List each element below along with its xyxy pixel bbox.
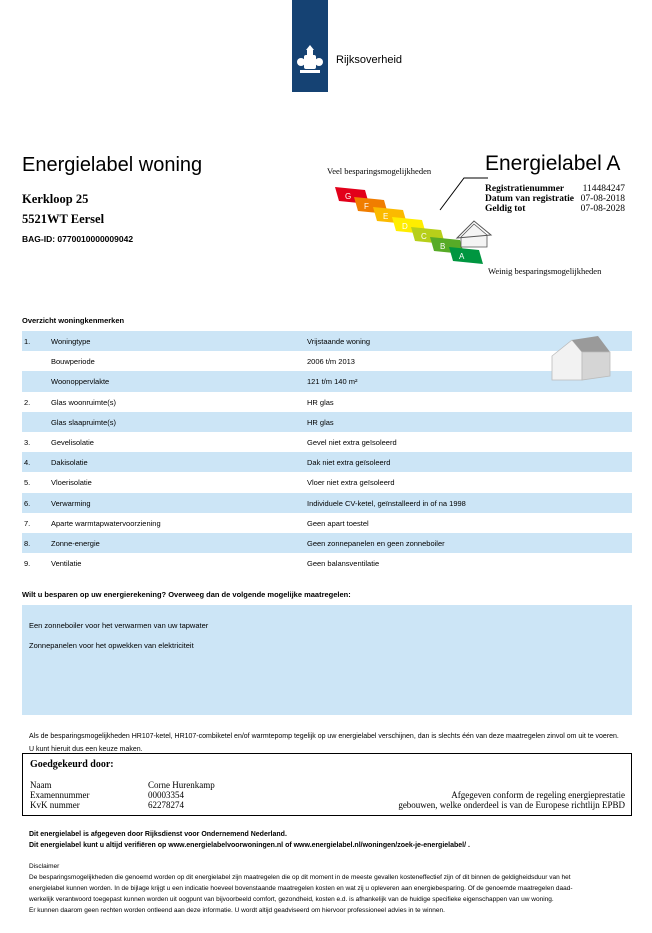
issued-line-2: Dit energielabel kunt u altijd verifiëren op www.energielabelvoorwoningen.nl of www.energielabel.nl/woningen/zoek-je-energielabel/ .	[29, 842, 470, 849]
address-city: 5521WT Eersel	[22, 212, 105, 226]
issued-line-1: Dit energielabel is afgegeven door Rijksdienst voor Ondernemend Nederland.	[29, 831, 287, 838]
conform-line-2: gebouwen, welke onderdeel is van de Europese richtlijn EPBD	[398, 800, 625, 810]
table-row: 7. Aparte warmtapwatervoorziening Geen apart toestel	[24, 518, 369, 528]
table-row: 3. Gevelisolatie Gevel niet extra geïsoleerd	[24, 437, 397, 447]
energy-class-letter: E	[383, 212, 389, 221]
address-street: Kerkloop 25	[22, 192, 89, 206]
page-title: Energielabel woning	[22, 154, 203, 176]
scale-bottom-label: Weinig besparingsmogelijkheden	[488, 266, 602, 276]
table-row: 5. Vloerisolatie Vloer niet extra geïsoleerd	[24, 478, 395, 488]
rijksoverheid-logo	[292, 0, 328, 92]
kvk-number-label: KvK nummer	[30, 800, 80, 810]
kvk-number-value: 62278274	[148, 800, 184, 810]
table-row: 4. Dakisolatie Dak niet extra geïsoleerd	[22, 452, 632, 472]
table-row: 6. Verwarming Individuele CV-ketel, geïnstalleerd in of na 1998	[22, 493, 632, 513]
energy-class-letter: F	[364, 202, 369, 211]
disclaimer-line: werkelijk verantwoord toegepast kunnen worden uit oogpunt van bijvoorbeeld comfort, gezondheid, kosten e.d. is afhankelijk van de huidige specifieke eigenschappen van uw woning.	[29, 896, 554, 903]
measure-item: Zonnepanelen voor het opwekken van elektriciteit	[29, 641, 194, 650]
energy-class-letter: A	[459, 252, 465, 261]
disclaimer-line: De besparingsmogelijkheden die genoemd worden op dit energielabel zijn maatregelen die op dit moment in de meeste gevallen kosteneffectief zijn of dit binnen de geldigheidsduur van het	[29, 874, 571, 881]
energy-class-letter: D	[402, 222, 408, 231]
table-row: 2. Glas woonruimte(s) HR glas	[24, 397, 334, 407]
energy-class-letter: B	[440, 242, 446, 251]
measures-box	[22, 605, 632, 715]
measures-question: Wilt u besparen op uw energierekening? Overweeg dan de volgende mogelijke maatregelen:	[22, 590, 351, 599]
energy-class-letter: G	[345, 192, 352, 201]
overview-title: Overzicht woningkenmerken	[22, 316, 125, 325]
table-row: 8. Zonne-energie Geen zonnepanelen en geen zonneboiler	[22, 533, 632, 553]
scale-top-label: Veel besparingsmogelijkheden	[327, 166, 432, 176]
disclaimer-title: Disclaimer	[29, 863, 60, 870]
disclaimer	[29, 861, 629, 916]
label-pointer-line	[438, 176, 490, 212]
approver-name-label: Naam	[30, 780, 52, 790]
table-row: 9. Ventilatie Geen balansventilatie	[24, 559, 380, 569]
disclaimer-line: Er kunnen daarom geen rechten worden ontleend aan deze informatie. U wordt altijd geadviseerd om hiervoor professioneel advies in te winnen.	[29, 907, 445, 914]
coat-of-arms-icon	[292, 0, 328, 92]
approver-name-value: Corne Hurenkamp	[148, 780, 215, 790]
issued-info	[29, 829, 470, 851]
table-row: Woonoppervlakte 121 t/m 140 m²	[22, 371, 632, 391]
registration-number-row: Registratienummer 114484247	[485, 184, 625, 194]
house-icon	[457, 221, 491, 247]
valid-until-row: Geldig tot 07-08-2028	[485, 204, 625, 214]
table-row: 1. Woningtype Vrijstaande woning	[22, 331, 632, 351]
exam-number-value: 00003354	[148, 790, 184, 800]
disclaimer-line: energielabel kunnen worden. In de bijlage krijgt u een indicatie hoeveel bovenstaande maatregelen kosten en wat zij u opleveren aan energiebesparing. Of de genoemde maatregelen daad-	[29, 885, 573, 892]
table-row: Glas slaapruimte(s) HR glas	[22, 412, 632, 432]
measure-item: Een zonneboiler voor het verwarmen van uw tapwater	[29, 621, 209, 630]
energy-class-a	[449, 247, 483, 264]
approved-heading: Goedgekeurd door:	[30, 759, 114, 770]
approved-box	[22, 753, 632, 816]
org-name: Rijksoverheid	[336, 54, 403, 66]
conform-line-1: Afgegeven conform de regeling energieprestatie	[451, 790, 625, 800]
registration-date-row: Datum van registratie 07-08-2018	[485, 194, 625, 204]
measures-note: Als de besparingsmogelijkheden HR107-ketel, HR107-combiketel en/of warmtepomp tegelijk op uw energielabel verschijnen, dan is slechts één van deze maatregelen zinvol om uit te voeren. U kunt hieruit dus een keuze maken.	[29, 733, 619, 753]
energy-label-title: Energielabel A	[485, 152, 621, 175]
house-illustration-icon	[548, 334, 614, 384]
bag-id: BAG-ID: 0770010000009042	[22, 234, 134, 244]
table-row: Bouwperiode 2006 t/m 2013	[51, 357, 355, 367]
energy-class-letter: C	[421, 232, 427, 241]
exam-number-label: Examennummer	[30, 790, 90, 800]
characteristics-table	[22, 331, 632, 573]
